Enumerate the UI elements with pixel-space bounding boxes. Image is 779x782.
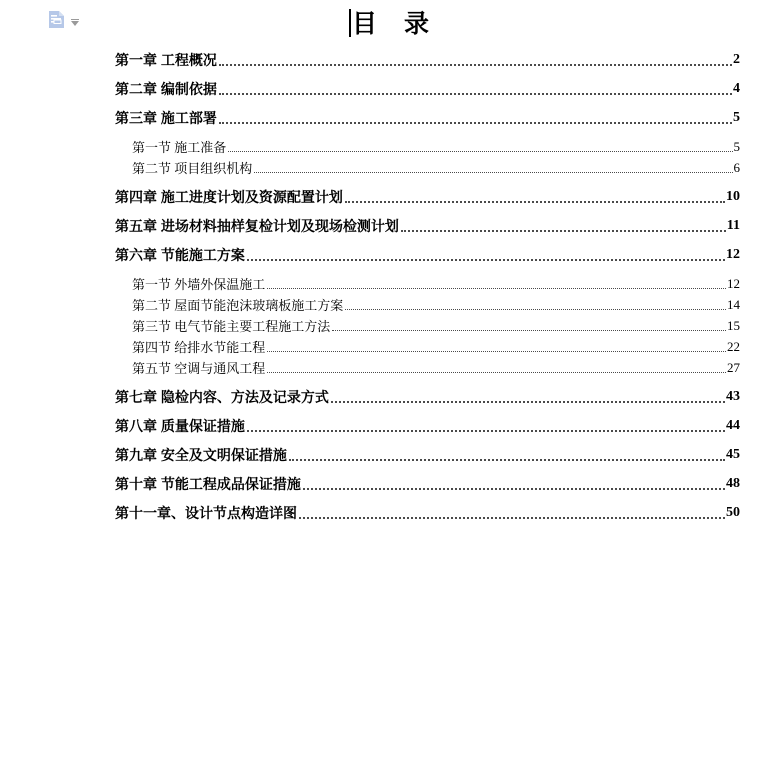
- toc-title-row: [0, 4, 779, 40]
- dot-leader: [247, 259, 725, 261]
- toc-entry-label[interactable]: 第十一章、设计节点构造详图: [115, 504, 297, 521]
- toc-entry-label[interactable]: 第一节 施工准备: [132, 140, 227, 155]
- dot-leader: [267, 372, 726, 373]
- toc-entry-chapter[interactable]: [115, 411, 740, 440]
- dot-leader: [267, 288, 726, 289]
- dot-leader: [299, 517, 725, 519]
- toc-entry-page-number[interactable]: 15: [727, 317, 740, 333]
- toc-entry-chapter[interactable]: [115, 74, 740, 103]
- toc-entry-page-number[interactable]: 45: [726, 446, 740, 462]
- toc-entry-page-number[interactable]: 6: [733, 159, 740, 175]
- toc-entry-label[interactable]: 第二章 编制依据: [115, 80, 217, 97]
- text-cursor: [349, 9, 351, 37]
- toc-entry-page-number[interactable]: 12: [727, 275, 740, 291]
- toc-entry-page-number[interactable]: 5: [733, 138, 740, 154]
- toc-entry-label[interactable]: 第二节 项目组织机构: [132, 161, 253, 176]
- dot-leader: [303, 488, 725, 490]
- toc-entry-page-number[interactable]: 4: [733, 80, 740, 96]
- dot-leader: [228, 151, 732, 152]
- toc-entry-label[interactable]: 第七章 隐检内容、方法及记录方式: [115, 388, 329, 405]
- toc-entry-section[interactable]: [115, 294, 740, 315]
- toc-entry-page-number[interactable]: 48: [726, 475, 740, 491]
- page-title: 目 录: [351, 11, 430, 38]
- dot-leader: [289, 459, 725, 461]
- toc-entry-label[interactable]: 第四节 给排水节能工程: [132, 340, 266, 355]
- toc-entry-label[interactable]: 第二节 屋面节能泡沫玻璃板施工方案: [132, 298, 344, 313]
- toc-entry-page-number[interactable]: 27: [727, 359, 740, 375]
- toc-entry-chapter[interactable]: [115, 45, 740, 74]
- toc-entry-label[interactable]: 第十章 节能工程成品保证措施: [115, 475, 301, 492]
- toc-entry-label[interactable]: 第五节 空调与通风工程: [132, 361, 266, 376]
- dot-leader: [219, 122, 732, 124]
- dot-leader: [247, 430, 725, 432]
- toc-entry-chapter[interactable]: [115, 382, 740, 411]
- toc-entry-section[interactable]: [115, 336, 740, 357]
- toc-entry-label[interactable]: 第四章 施工进度计划及资源配置计划: [115, 188, 343, 205]
- toc-entry-section[interactable]: [115, 357, 740, 378]
- toc-entry-chapter[interactable]: [115, 469, 740, 498]
- table-of-contents: [115, 45, 740, 527]
- toc-entry-label[interactable]: 第六章 节能施工方案: [115, 246, 245, 263]
- toc-entry-label[interactable]: 第八章 质量保证措施: [115, 417, 245, 434]
- toc-entry-chapter[interactable]: [115, 182, 740, 211]
- toc-entry-label[interactable]: 第一节 外墙外保温施工: [132, 277, 266, 292]
- dot-leader: [401, 230, 726, 232]
- toc-entry-chapter[interactable]: [115, 440, 740, 469]
- toc-entry-label[interactable]: 第九章 安全及文明保证措施: [115, 446, 287, 463]
- toc-entry-chapter[interactable]: [115, 498, 740, 527]
- toc-entry-page-number[interactable]: 14: [727, 296, 740, 312]
- toc-entry-page-number[interactable]: 43: [726, 388, 740, 404]
- toc-entry-page-number[interactable]: 11: [726, 217, 740, 233]
- toc-entry-chapter[interactable]: [115, 103, 740, 132]
- toc-entry-page-number[interactable]: 22: [727, 338, 740, 354]
- dot-leader: [267, 351, 726, 352]
- toc-entry-label[interactable]: 第三章 施工部署: [115, 109, 217, 126]
- toc-entry-label[interactable]: 第五章 进场材料抽样复检计划及现场检测计划: [115, 217, 399, 234]
- dot-leader: [331, 401, 725, 403]
- toc-entry-chapter[interactable]: [115, 240, 740, 269]
- dot-leader: [219, 93, 732, 95]
- toc-entry-page-number[interactable]: 2: [733, 51, 740, 67]
- dot-leader: [345, 201, 725, 203]
- toc-entry-page-number[interactable]: 50: [726, 504, 740, 520]
- toc-entry-page-number[interactable]: 44: [726, 417, 740, 433]
- dot-leader: [345, 309, 726, 310]
- dot-leader: [254, 172, 732, 173]
- toc-entry-page-number[interactable]: 12: [726, 246, 740, 262]
- toc-entry-section[interactable]: [115, 157, 740, 178]
- toc-entry-label[interactable]: 第三节 电气节能主要工程施工方法: [132, 319, 331, 334]
- toc-entry-page-number[interactable]: 5: [733, 109, 740, 125]
- toc-entry-page-number[interactable]: 10: [726, 188, 740, 204]
- toc-entry-label[interactable]: 第一章 工程概况: [115, 51, 217, 68]
- toc-entry-section[interactable]: [115, 273, 740, 294]
- toc-entry-section[interactable]: [115, 315, 740, 336]
- toc-entry-chapter[interactable]: [115, 211, 740, 240]
- dot-leader: [219, 64, 732, 66]
- dot-leader: [332, 330, 726, 331]
- toc-entry-section[interactable]: [115, 136, 740, 157]
